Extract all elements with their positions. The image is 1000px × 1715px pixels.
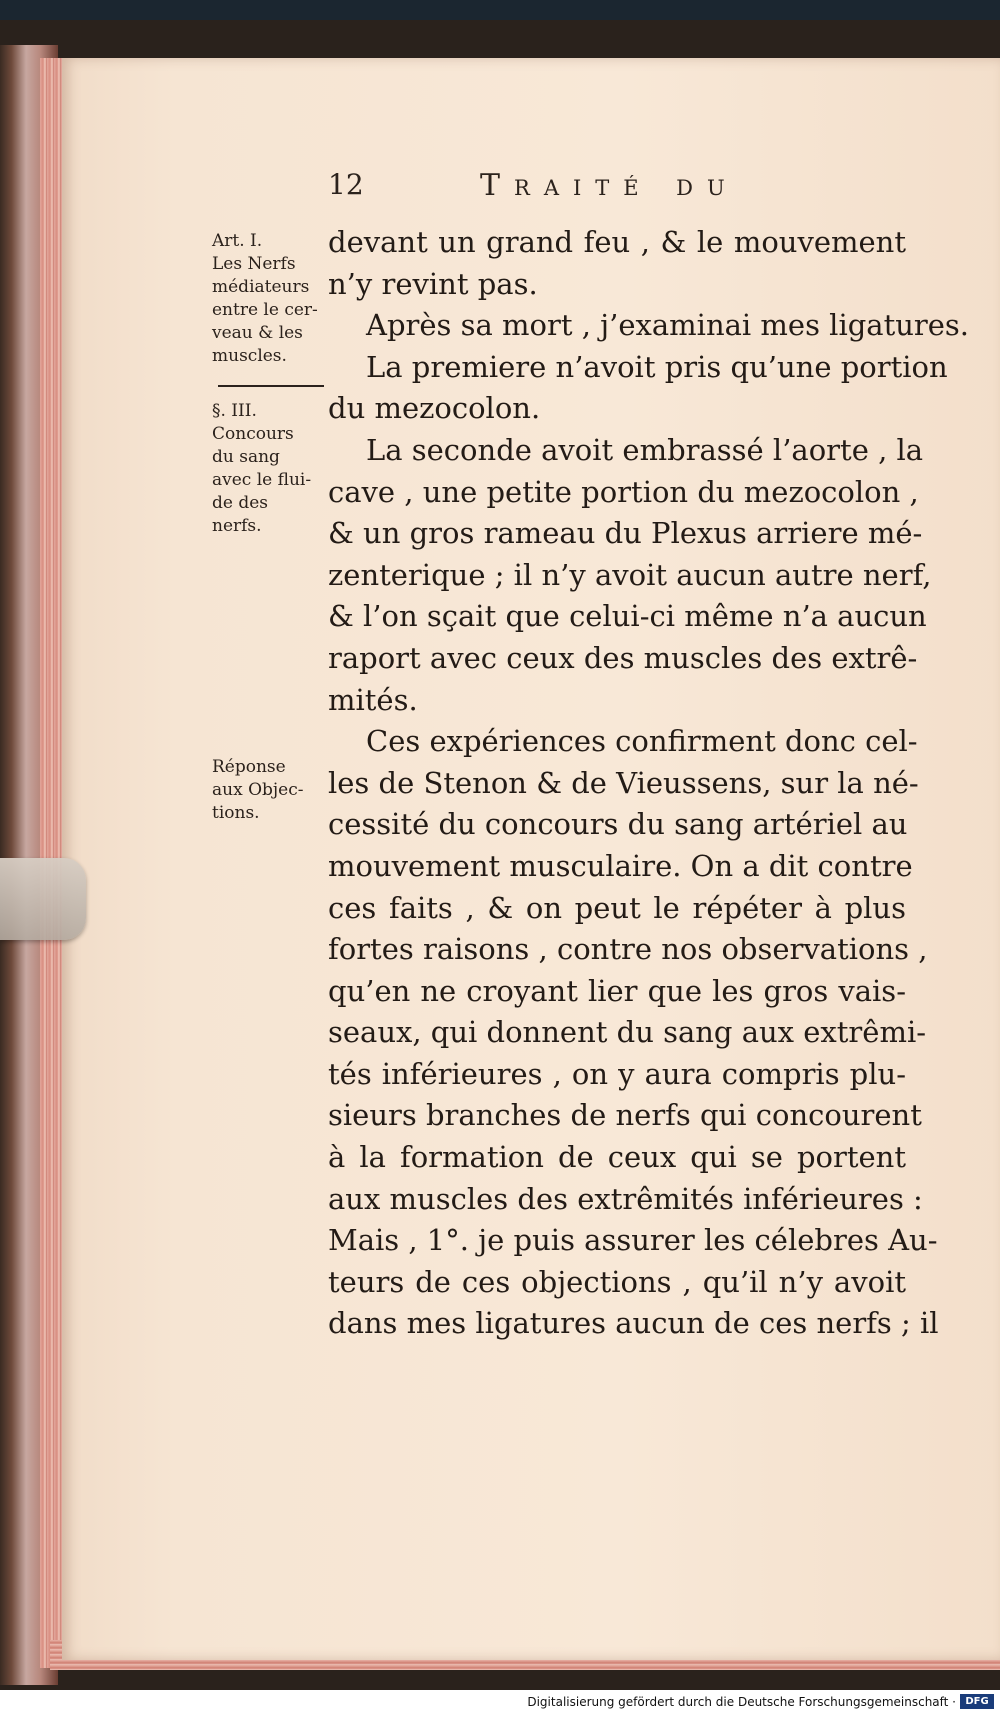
text-line: du mezocolon. [328,391,541,426]
margin-note-line: entre le cer- [212,300,318,320]
margin-note-line: aux Objec- [212,780,304,800]
margin-note-line: muscles. [212,346,287,366]
text-line: La seconde avoit embrassé l’aorte , la [366,432,924,467]
text-line: La premiere n’avoit pris qu’une portion [366,349,948,384]
text-line: les de Stenon & de Vieussens, sur la né- [328,765,919,800]
margin-note-line: §. III. [212,401,257,421]
margin-note-line: tions. [212,803,260,823]
margin-note-line: avec le flui- [212,470,312,490]
body-text [328,222,970,1345]
margin-note-line: médiateurs [212,277,310,297]
footer [0,1690,1000,1715]
text-line: qu’en ne croyant lier que les gros vais- [328,973,906,1008]
text-line: cessité du concours du sang artériel au [328,807,908,842]
margin-note-section [212,400,330,538]
margin-note-reponse [212,756,330,825]
page-number: 12 [328,168,364,201]
page-clip [0,858,86,940]
text-line: devant un grand feu , & le mouvement [328,225,906,259]
running-head-title: Traité du [480,168,739,203]
text-line: cave , une petite portion du mezocolon , [328,474,919,509]
text-line: seaux, qui donnent du sang aux extrêmi- [328,1015,927,1050]
text-line: Mais , 1°. je puis assurer les célebres Au- [328,1223,938,1258]
margin-note-line: de des [212,493,269,513]
text-line: mités. [328,682,418,717]
text-line: Ces expériences confirment donc cel- [366,724,918,759]
text-line: & un gros rameau du Plexus arriere mé- [328,516,923,551]
text-line: n’y revint pas. [328,266,538,301]
margin-note-line: Les Nerfs [212,254,296,274]
text-line: zenterique ; il n’y avoit aucun autre nerf, [328,557,932,592]
text-line: tés inférieures , on y aura compris plu- [328,1056,906,1091]
margin-note-line: Concours [212,424,294,444]
margin-note-art [212,230,330,368]
text-line: ces faits , & on peut le répéter à plus [328,890,906,925]
text-line: & l’on sçait que celui-ci même n’a aucun [328,599,927,634]
margin-note-line: Réponse [212,757,286,777]
text-line: Après sa mort , j’examinai mes ligatures. [366,308,970,343]
margin-note-line: Art. I. [212,231,263,251]
margin-note-line: nerfs. [212,516,262,536]
text-line: dans mes ligatures aucun de ces nerfs ; il [328,1306,939,1341]
footer-credit: Digitalisierung gefördert durch die Deutsche Forschungsgemeinschaft · [527,1695,956,1709]
text-line: mouvement musculaire. On a dit contre [328,848,913,883]
margin-divider [218,385,324,387]
text-line: raport avec ceux des muscles des extrê- [328,640,918,675]
text-line: fortes raisons , contre nos observations , [328,932,928,967]
text-line: aux muscles des extrêmités inférieures : [328,1181,923,1216]
text-line: sieurs branches de nerfs qui concourent [328,1098,922,1133]
dfg-logo-icon: DFG [960,1694,994,1709]
text-line: teurs de ces objections , qu’il n’y avoit [328,1264,906,1299]
scan-top-strip [0,0,1000,20]
running-head [328,168,928,208]
margin-note-line: du sang [212,447,280,467]
margin-note-line: veau & les [212,323,303,343]
text-line: à la formation de ceux qui se portent [328,1140,906,1175]
